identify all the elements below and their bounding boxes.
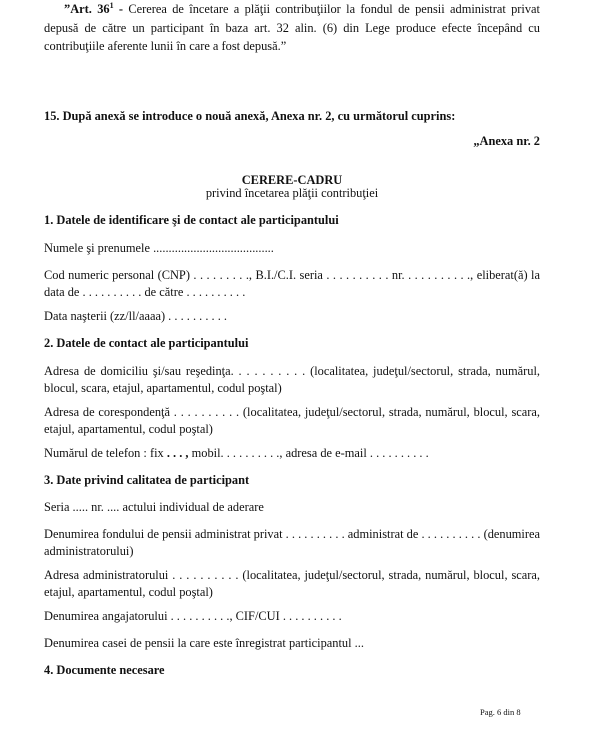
art-36-number: ”Art. 36 xyxy=(64,2,110,16)
art-36-dash: - xyxy=(113,2,124,16)
series-field: Seria ..... nr. .... actului individual de aderare xyxy=(44,500,264,514)
section-15-heading: 15. După anexă se introduce o nouă anexă, Anexa nr. 2, cu următorul cuprins: xyxy=(44,109,456,123)
birthdate-field: Data naşterii (zz/ll/aaaa) . . . . . . . . . . xyxy=(44,309,228,323)
art-36-text: Cererea de încetare a plăţii contribuţiilor la fondul de pensii administrat privat depusă de către un participant în baza art. 32 alin. (6) din Lege produce efecte începând cu contribuţiile aferente lunii în care a fost depusă.” xyxy=(44,2,541,53)
cnp-field: Cod numeric personal (CNP) . . . . . . . . ., B.I./C.I. seria . . . . . . . . . . nr. . . . . . . . . . ., eliberat(ă) la data de . . . . . . . . . . de către . . . . . . . . . . xyxy=(44,268,540,299)
fund-name-field: Denumirea fondului de pensii administrat privat . . . . . . . . . . administrat de . . . . . . . . . . (denumirea administratorului) xyxy=(44,527,540,558)
phone-fix-dots: . . . , xyxy=(166,446,189,460)
section-2-heading: 2. Datele de contact ale participantului xyxy=(44,336,249,350)
page-number: Pag. 6 din 8 xyxy=(480,707,521,717)
art-36-superscript: 1 xyxy=(109,0,114,10)
phone-field xyxy=(44,445,540,462)
phone-label: Numărul de telefon : fix xyxy=(44,446,167,460)
correspondence-address-field: Adresa de corespondenţă . . . . . . . . . . (localitatea, judeţul/sectorul, strada, numărul, blocul, scara, etajul, apartamentul, codul poştal) xyxy=(44,405,540,436)
form-subtitle: privind încetarea plăţii contribuţiei xyxy=(205,186,379,200)
annex-label: „Anexa nr. 2 xyxy=(473,134,540,148)
name-field: Numele şi prenumele ....................................... xyxy=(44,241,274,255)
section-1-heading: 1. Datele de identificare şi de contact ale participantului xyxy=(44,213,339,227)
art-36-paragraph xyxy=(44,0,540,56)
form-title: CERERE-CADRU xyxy=(241,173,343,187)
section-4-heading: 4. Documente necesare xyxy=(44,663,165,677)
section-3-heading: 3. Date privind calitatea de participant xyxy=(44,473,250,487)
employer-field: Denumirea angajatorului . . . . . . . . . ., CIF/CUI . . . . . . . . . . xyxy=(44,609,342,623)
administrator-address-field: Adresa administratorului . . . . . . . . . . (localitatea, judeţul/sectorul, strada, numărul, blocul, scara, etajul, apartamentul, codul poştal) xyxy=(44,568,540,599)
art-36-label xyxy=(64,2,123,16)
phone-mobile-email: mobil. . . . . . . . . ., adresa de e-mail . . . . . . . . . . xyxy=(188,446,429,460)
pension-house-field: Denumirea casei de pensii la care este înregistrat participantul ... xyxy=(44,636,364,650)
domicile-address-field: Adresa de domiciliu şi/sau reşedinţa. . . . . . . . . . (localitatea, judeţul/sectorul, strada, numărul, blocul, scara, etajul, apartamentul, codul poştal) xyxy=(44,364,540,395)
